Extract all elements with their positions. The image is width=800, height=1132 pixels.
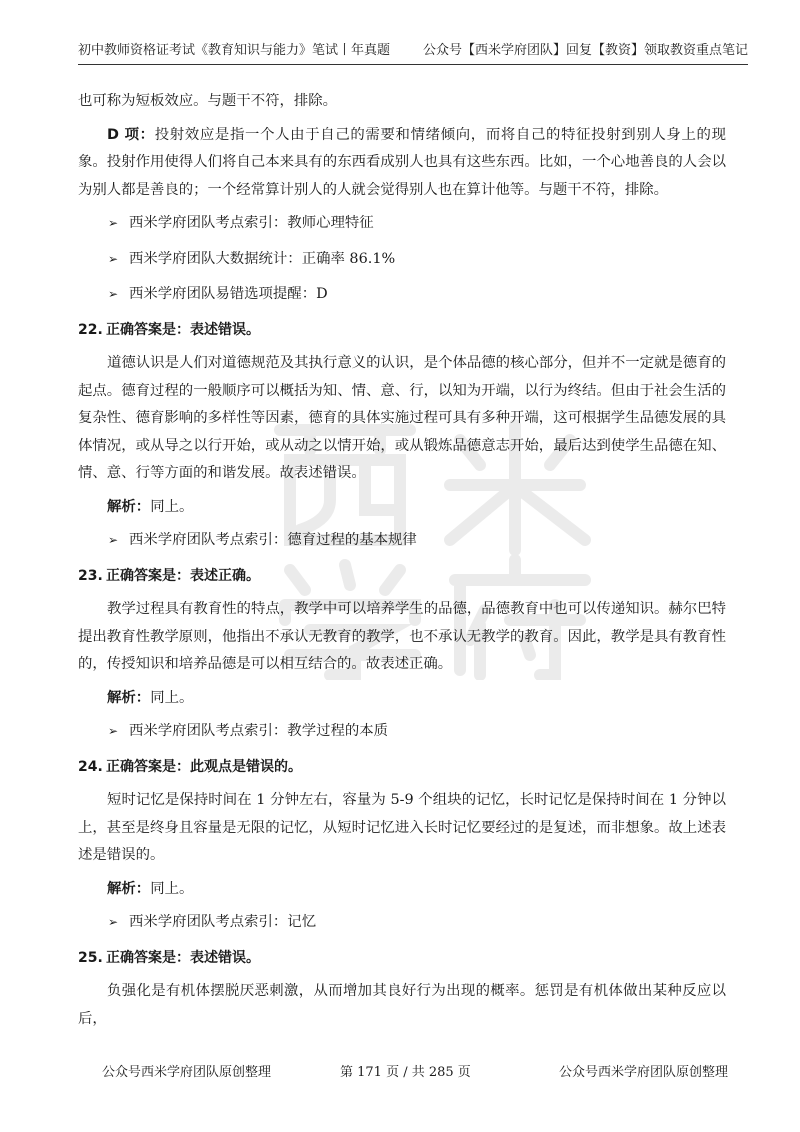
bullet-text: 西米学府团队考点索引：教学过程的本质 bbox=[129, 723, 389, 739]
footer-right: 公众号西米学府团队原创整理 bbox=[558, 1065, 728, 1080]
explanation-paragraph: 道德认识是人们对道德规范及其执行意义的认识，是个体品德的核心部分，但并不一定就是德育的起点。德育过程的一般顺序可以概括为知、情、意、行，以知为开端，以行为终结。但由于社会生活的复杂性、德育影响的多样性等因素，德育的具体实施过程可具有多种开端，这可根据学生品德发展的具体情况，或从导之以行开始，或从动之以情开始，或从锻炼品德意志开始，最后达到使学生品德在知、情、意、行等方面的和谐发展。故表述错误。 bbox=[78, 355, 726, 481]
question-23-answer bbox=[78, 563, 726, 591]
page-content bbox=[78, 88, 726, 1039]
bullet-item bbox=[78, 246, 726, 274]
option-label: D 项： bbox=[107, 126, 155, 143]
explanation-paragraph: 负强化是有机体摆脱厌恶刺激，从而增加其良好行为出现的概率。惩罚是有机体做出某种反应以后， bbox=[78, 983, 726, 1027]
question-25-answer bbox=[78, 945, 726, 973]
bullet-item bbox=[78, 527, 726, 555]
analysis-line bbox=[78, 876, 726, 904]
bullet-item bbox=[78, 210, 726, 238]
answer-text: 正确答案是：表述错误。 bbox=[106, 321, 260, 338]
answer-text: 正确答案是：表述错误。 bbox=[106, 949, 260, 966]
bullet-text: 西米学府团队考点索引：德育过程的基本规律 bbox=[129, 532, 417, 548]
footer-left: 公众号西米学府团队原创整理 bbox=[102, 1065, 272, 1080]
arrow-bullet-icon: ➢ bbox=[108, 533, 119, 547]
arrow-bullet-icon: ➢ bbox=[108, 251, 119, 266]
header-promo: 公众号【西米学府团队】回复【教资】领取教资重点笔记 bbox=[422, 43, 748, 58]
page-number: 第 171 页 / 共 285 页 bbox=[340, 1065, 471, 1080]
bullet-text: 西米学府团队考点索引：教师心理特征 bbox=[129, 215, 374, 231]
analysis-line bbox=[78, 685, 726, 713]
answer-text: 正确答案是：表述正确。 bbox=[106, 567, 260, 584]
page-footer bbox=[78, 1062, 748, 1084]
option-text: 投射效应是指一个人由于自己的需要和情绪倾向，而将自己的特征投射到别人身上的现象。投射作用使得人们将自己本来具有的东西看成别人也具有这些东西。比如，一个心地善良的人会以为别人都是善良的；一个经常算计别人的人就会觉得别人也在算计他等。与题干不符，排除。 bbox=[78, 126, 726, 198]
analysis-value: 同上。 bbox=[150, 498, 194, 515]
explanation-paragraph: 教学过程具有教育性的特点，教学中可以培养学生的品德，品德教育中也可以传递知识。赫尔巴特提出教育性教学原则，他指出不承认无教育的教学，也不承认无教学的教育。因此，教学是具有教育性的，传授知识和培养品德是可以相互结合的。故表述正确。 bbox=[78, 601, 726, 672]
bullet-item bbox=[78, 718, 726, 746]
analysis-value: 同上。 bbox=[150, 689, 194, 706]
explanation-paragraph: 短时记忆是保持时间在 1 分钟左右，容量为 5-9 个组块的记忆，长时记忆是保持时间在 1 分钟以上，甚至是终身且容量是无限的记忆，从短时记忆进入长时记忆要经过的是复述，而非想象。故上述表述是错误的。 bbox=[78, 792, 726, 863]
bullet-item bbox=[78, 909, 726, 937]
arrow-bullet-icon: ➢ bbox=[108, 287, 119, 301]
question-24-answer bbox=[78, 754, 726, 782]
bullet-item bbox=[78, 281, 726, 309]
arrow-bullet-icon: ➢ bbox=[108, 915, 119, 929]
question-number: 25. bbox=[78, 949, 103, 966]
question-22-answer bbox=[78, 317, 726, 345]
bullet-text: 西米学府团队大数据统计：正确率 86.1% bbox=[129, 250, 396, 267]
paragraph: 也可称为短板效应。与题干不符，排除。 bbox=[78, 93, 338, 109]
bullet-text: 西米学府团队易错选项提醒：D bbox=[129, 286, 328, 302]
analysis-label: 解析： bbox=[107, 498, 151, 515]
answer-text: 正确答案是：此观点是错误的。 bbox=[106, 758, 302, 775]
page-header bbox=[78, 38, 748, 65]
bullet-text: 西米学府团队考点索引：记忆 bbox=[129, 914, 317, 930]
analysis-value: 同上。 bbox=[150, 880, 194, 897]
analysis-label: 解析： bbox=[107, 880, 151, 897]
arrow-bullet-icon: ➢ bbox=[108, 216, 119, 230]
question-number: 24. bbox=[78, 758, 103, 775]
question-number: 22. bbox=[78, 321, 103, 338]
analysis-label: 解析： bbox=[107, 689, 151, 706]
arrow-bullet-icon: ➢ bbox=[108, 724, 119, 738]
header-title: 初中教师资格证考试《教育知识与能力》笔试丨年真题 bbox=[78, 43, 391, 58]
analysis-line bbox=[78, 494, 726, 522]
question-number: 23. bbox=[78, 567, 103, 584]
paragraph-option-d bbox=[78, 122, 726, 205]
